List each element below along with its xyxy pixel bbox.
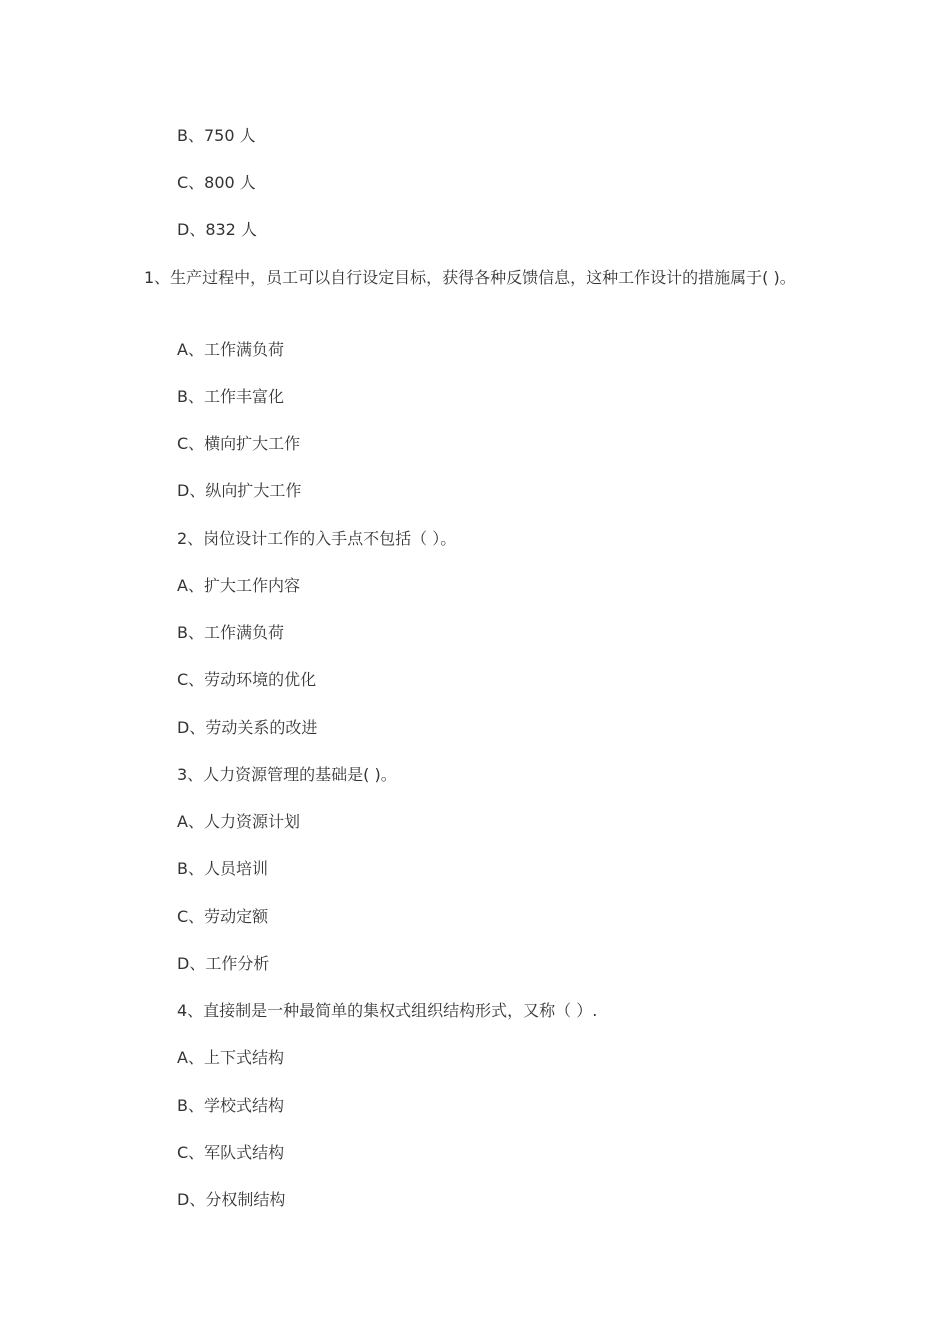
q4-option-d: D、分权制结构	[177, 1190, 286, 1209]
option-c-800: C、800 人	[177, 173, 256, 192]
option-d-832: D、832 人	[177, 220, 257, 239]
q3-option-b: B、人员培训	[177, 859, 268, 878]
q4-option-c: C、军队式结构	[177, 1143, 285, 1162]
question-1: 1、生产过程中，员工可以自行设定目标，获得各种反馈信息，这种工作设计的措施属于( )。	[144, 268, 796, 287]
q2-option-a: A、扩大工作内容	[177, 576, 300, 595]
q3-option-d: D、工作分析	[177, 954, 270, 973]
question-3: 3、人力资源管理的基础是( )。	[177, 765, 397, 784]
option-b-750: B、750 人	[177, 126, 256, 145]
q1-option-d: D、纵向扩大工作	[177, 481, 302, 500]
q4-option-a: A、上下式结构	[177, 1048, 284, 1067]
question-4: 4、直接制是一种最简单的集权式组织结构形式，又称（ ）.	[177, 1001, 598, 1020]
q4-option-b: B、学校式结构	[177, 1096, 284, 1115]
q3-option-c: C、劳动定额	[177, 907, 269, 926]
q3-option-a: A、人力资源计划	[177, 812, 300, 831]
q1-option-a: A、工作满负荷	[177, 340, 284, 359]
question-2: 2、岗位设计工作的入手点不包括（ ）。	[177, 529, 457, 548]
q1-option-b: B、工作丰富化	[177, 387, 284, 406]
q1-option-c: C、横向扩大工作	[177, 434, 301, 453]
q2-option-d: D、劳动关系的改进	[177, 718, 318, 737]
q2-option-c: C、劳动环境的优化	[177, 670, 317, 689]
q2-option-b: B、工作满负荷	[177, 623, 284, 642]
